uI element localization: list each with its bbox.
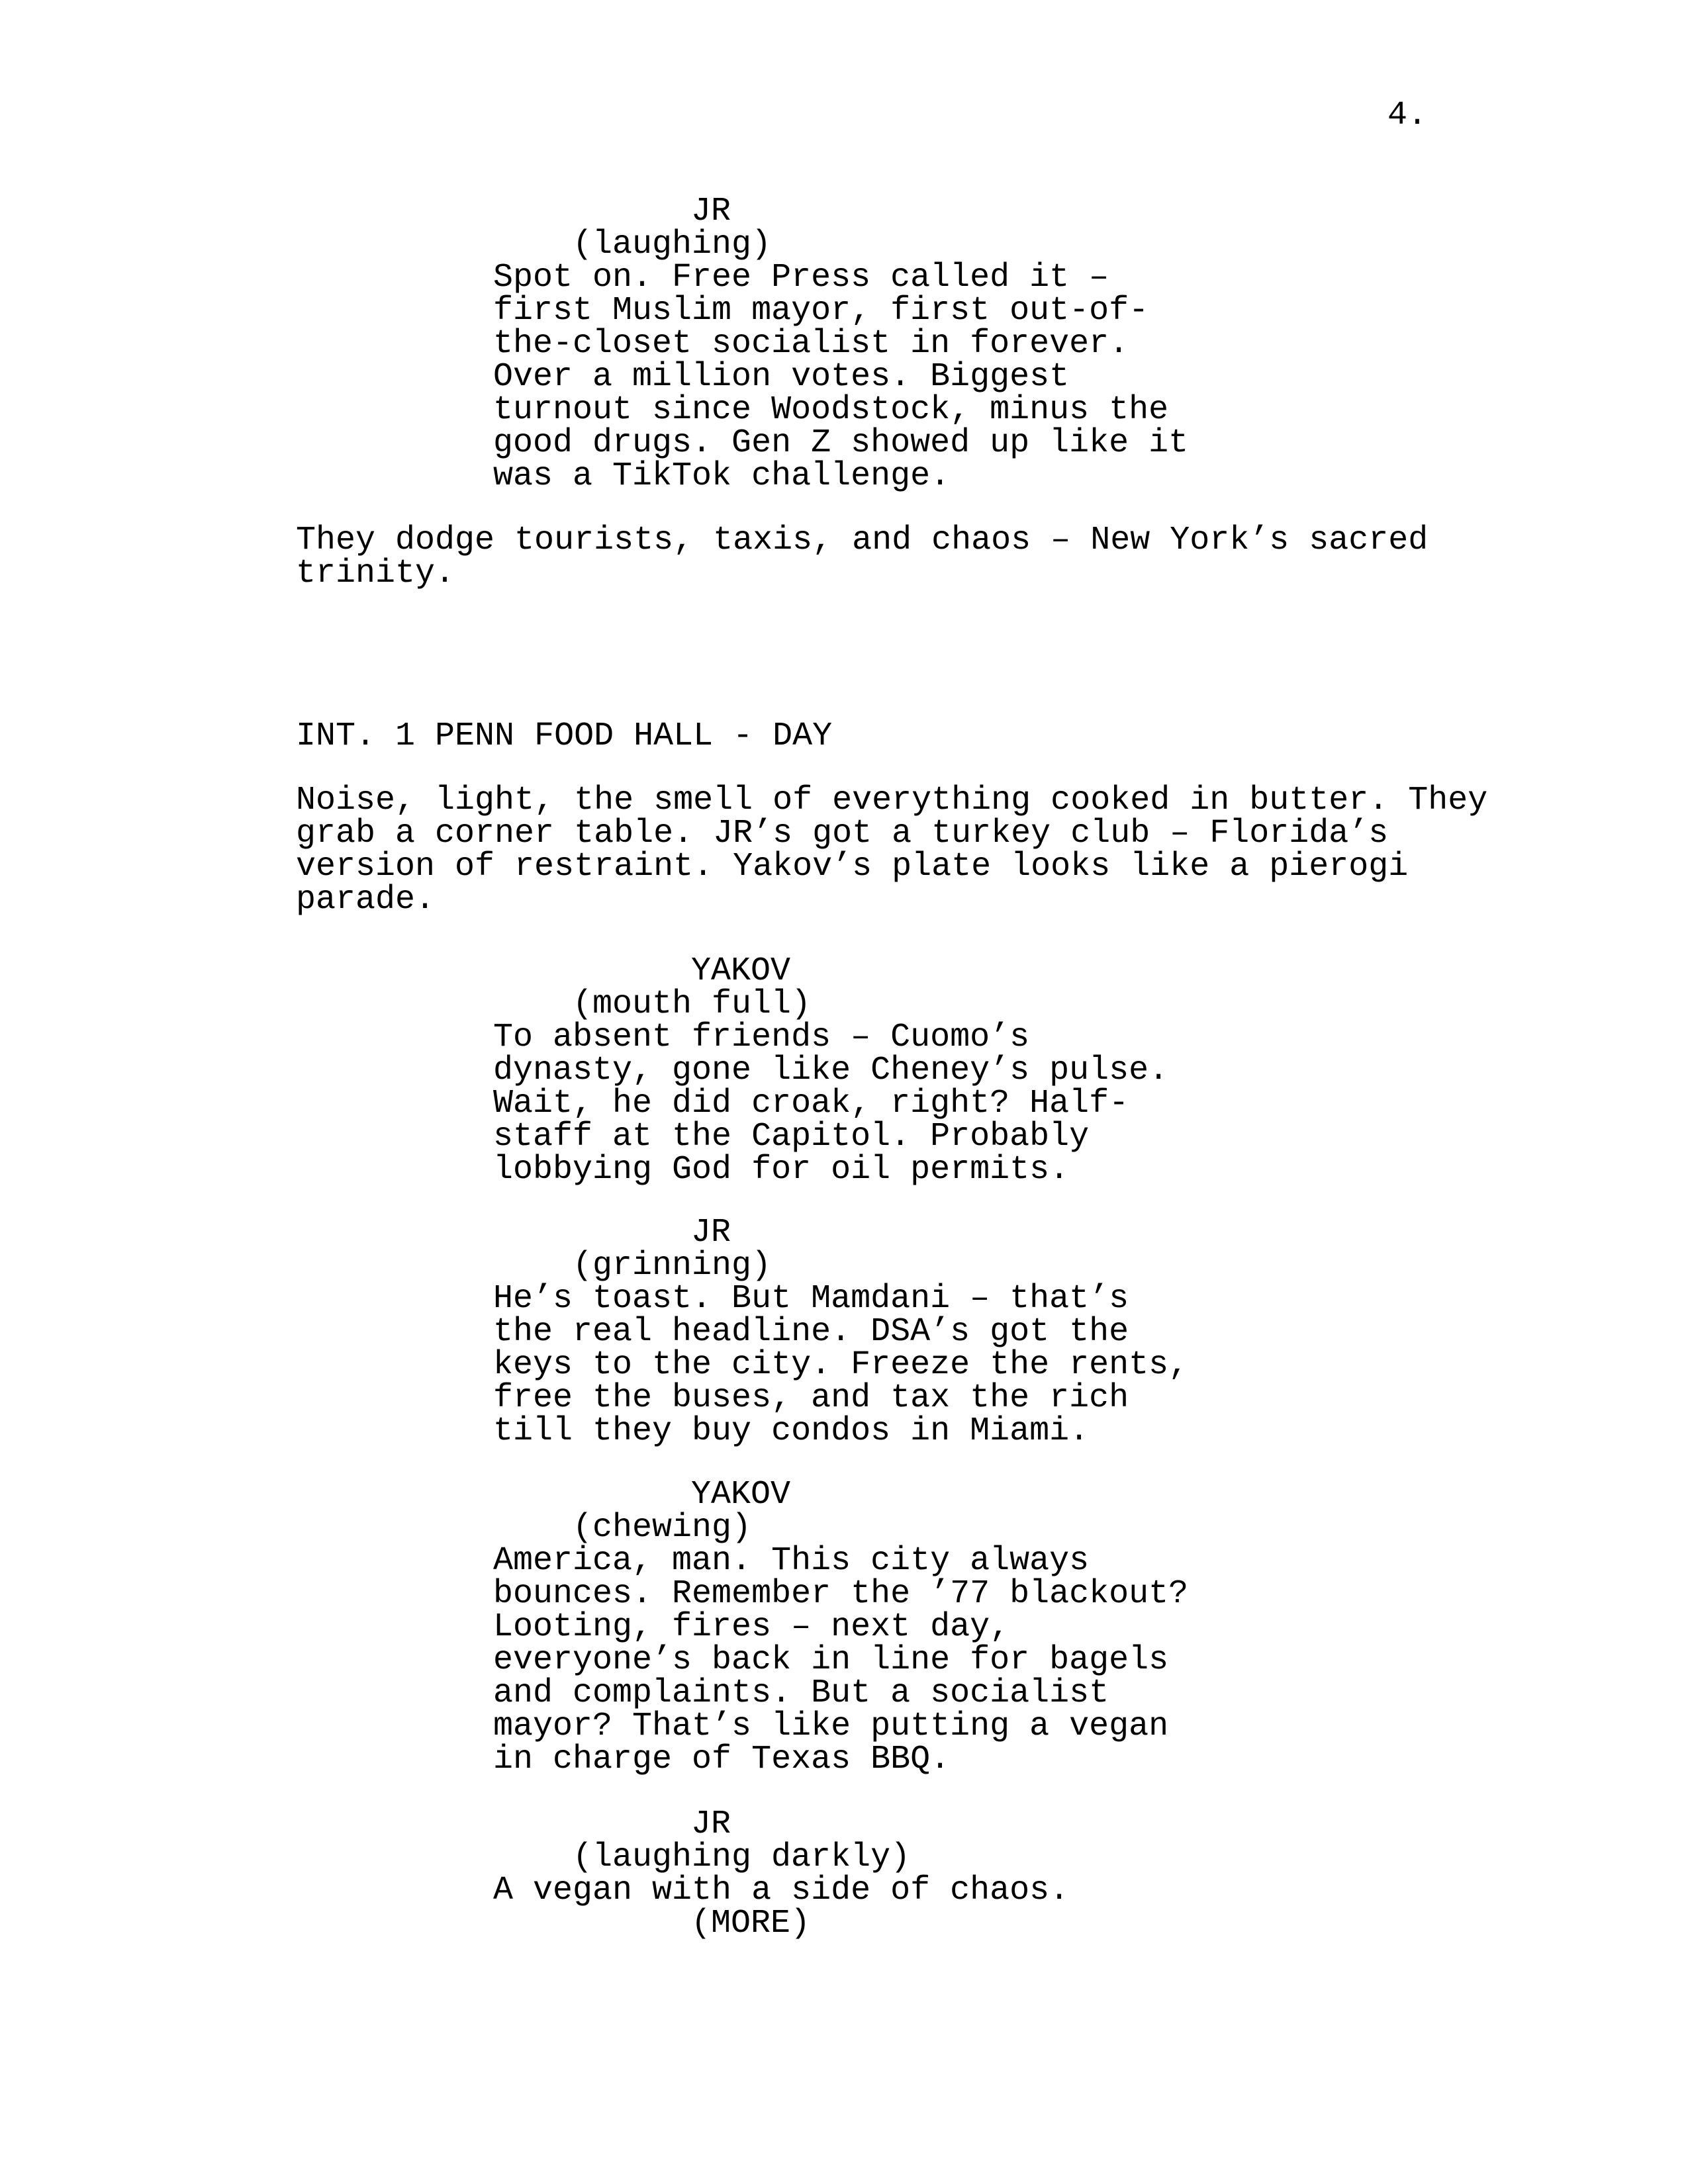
- dialogue-line: the-closet socialist in forever.: [493, 325, 1129, 363]
- character-cue: JR: [691, 1214, 731, 1251]
- dialogue-line: bounces. Remember the ’77 blackout?: [493, 1575, 1189, 1613]
- action-line: Noise, light, the smell of everything cooked in butter. They: [296, 782, 1488, 819]
- dialogue-line: good drugs. Gen Z showed up like it: [493, 424, 1189, 462]
- dialogue-line: Spot on. Free Press called it –: [493, 259, 1109, 296]
- dialogue-line: in charge of Texas BBQ.: [493, 1741, 951, 1778]
- character-cue: YAKOV: [691, 952, 791, 990]
- scene-heading: INT. 1 PENN FOOD HALL - DAY: [296, 717, 833, 755]
- dialogue-line: America, man. This city always: [493, 1542, 1090, 1580]
- dialogue-line: mayor? That’s like putting a vegan: [493, 1707, 1169, 1745]
- more-continuation: (MORE): [691, 1905, 811, 1942]
- action-line: version of restraint. Yakov’s plate looks like a pierogi: [296, 848, 1409, 886]
- dialogue-line: Looting, fires – next day,: [493, 1608, 1010, 1646]
- dialogue-line: till they buy condos in Miami.: [493, 1412, 1090, 1450]
- dialogue-line: free the buses, and tax the rich: [493, 1379, 1129, 1417]
- dialogue-line: first Muslim mayor, first out-of-: [493, 292, 1149, 330]
- action-line: trinity.: [296, 555, 455, 592]
- dialogue-line: To absent friends – Cuomo’s: [493, 1019, 1030, 1056]
- action-line: They dodge tourists, taxis, and chaos – New York’s sacred: [296, 522, 1429, 559]
- dialogue-line: lobbying God for oil permits.: [493, 1151, 1070, 1189]
- dialogue-line: turnout since Woodstock, minus the: [493, 391, 1169, 429]
- dialogue-line: was a TikTok challenge.: [493, 457, 951, 495]
- dialogue-line: the real headline. DSA’s got the: [493, 1313, 1129, 1351]
- dialogue-line: and complaints. But a socialist: [493, 1674, 1109, 1712]
- page-number: 4.: [1387, 97, 1428, 134]
- character-cue: JR: [691, 193, 731, 230]
- parenthetical: (mouth full): [573, 985, 812, 1023]
- dialogue-line: A vegan with a side of chaos.: [493, 1872, 1070, 1909]
- character-cue: JR: [691, 1805, 731, 1843]
- action-line: grab a corner table. JR’s got a turkey club – Florida’s: [296, 815, 1389, 852]
- dialogue-line: everyone’s back in line for bagels: [493, 1641, 1169, 1679]
- action-line: parade.: [296, 881, 436, 919]
- parenthetical: (laughing): [573, 226, 772, 263]
- parenthetical: (laughing darkly): [573, 1839, 911, 1876]
- parenthetical: (chewing): [573, 1509, 752, 1547]
- parenthetical: (grinning): [573, 1247, 772, 1285]
- dialogue-line: dynasty, gone like Cheney’s pulse.: [493, 1052, 1169, 1089]
- character-cue: YAKOV: [691, 1476, 791, 1514]
- dialogue-line: Over a million votes. Biggest: [493, 358, 1070, 396]
- dialogue-line: Wait, he did croak, right? Half-: [493, 1085, 1129, 1122]
- dialogue-line: keys to the city. Freeze the rents,: [493, 1346, 1189, 1384]
- dialogue-line: staff at the Capitol. Probably: [493, 1118, 1090, 1156]
- dialogue-line: He’s toast. But Mamdani – that’s: [493, 1280, 1129, 1318]
